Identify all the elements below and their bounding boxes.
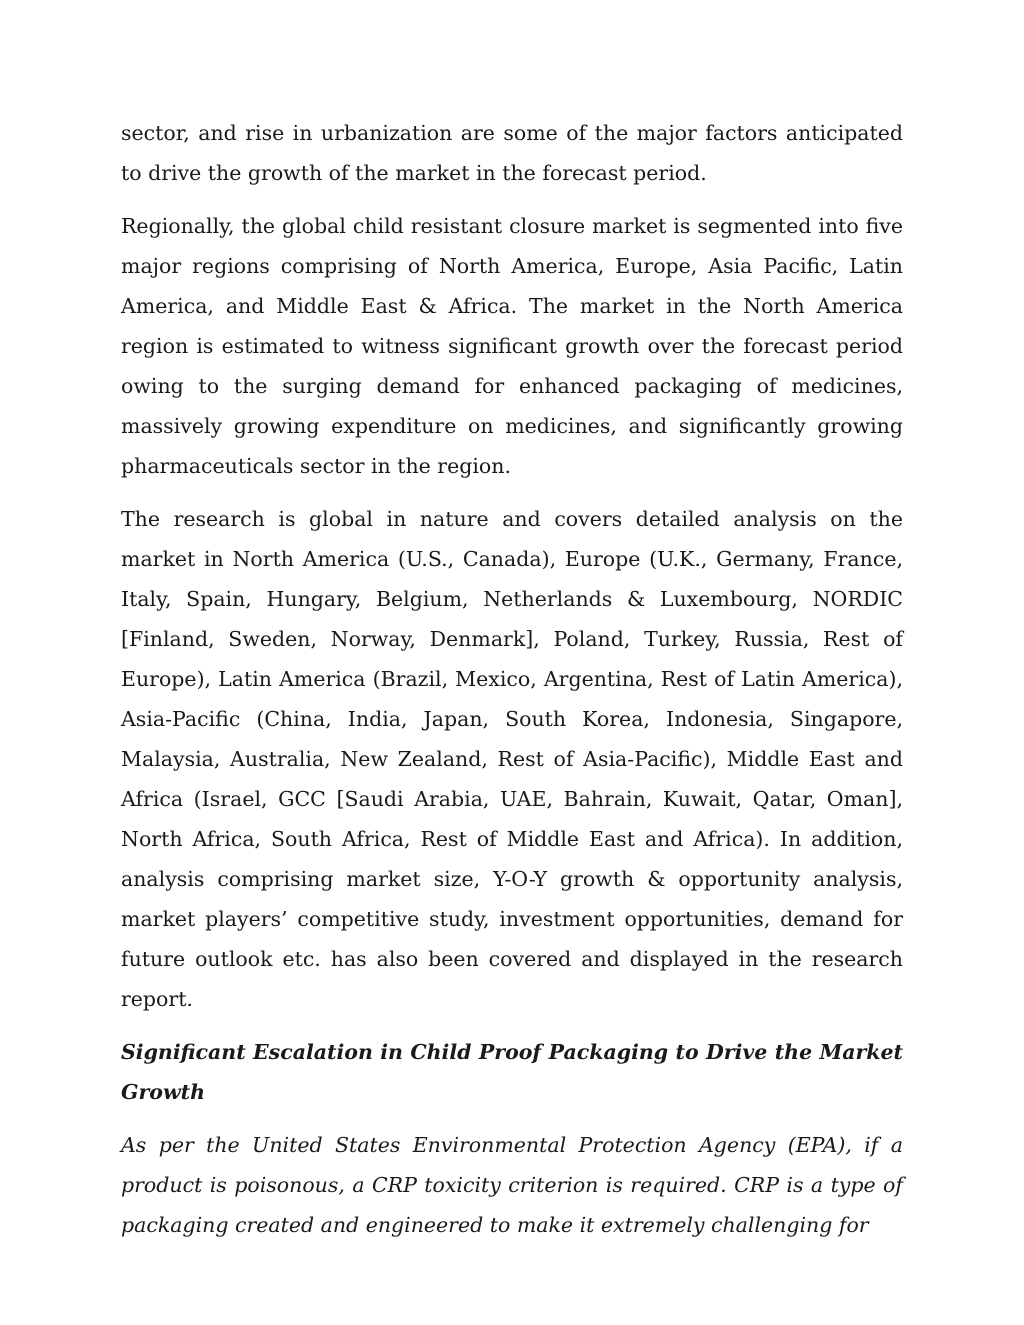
paragraph-epa-crp: As per the United States Environmental Protection Agency (EPA), if a product is poisonous, a CRP toxicity criterion is required. CRP is a type of packaging created and engineered to make it extremely challenging for [121,1133,903,1237]
section-heading: Significant Escalation in Child Proof Packaging to Drive the Market Growth [121,1040,903,1104]
paragraph-urbanization: sector, and rise in urbanization are some of the major factors anticipated to drive the growth of the market in the forecast period. [121,121,903,185]
paragraph-regional-segmentation: Regionally, the global child resistant closure market is segmented into five major regions comprising of North America, Europe, Asia Pacific, Latin America, and Middle East & Africa. The market in the North America region is estimated to witness significant growth over the forecast period owing to the surging demand for enhanced packaging of medicines, massively growing expenditure on medicines, and significantly growing pharmaceuticals sector in the region. [121,214,903,478]
document-page [121,113,903,1245]
paragraph-research-scope: The research is global in nature and covers detailed analysis on the market in North America (U.S., Canada), Europe (U.K., Germany, France, Italy, Spain, Hungary, Belgium, Netherlands & Luxembourg, NORDIC [Finland, Sweden, Norway, Denmark], Poland, Turkey, Russia, Rest of Europe), Latin America (Brazil, Mexico, Argentina, Rest of Latin America), Asia-Pacific (China, India, Japan, South Korea, Indonesia, Singapore, Malaysia, Australia, New Zealand, Rest of Asia-Pacific), Middle East and Africa (Israel, GCC [Saudi Arabia, UAE, Bahrain, Kuwait, Qatar, Oman], North Africa, South Africa, Rest of Middle East and Africa). In addition, analysis comprising market size, Y-O-Y growth & opportunity analysis, market players’ competitive study, investment opportunities, demand for future outlook etc. has also been covered and displayed in the research report. [121,507,903,1011]
